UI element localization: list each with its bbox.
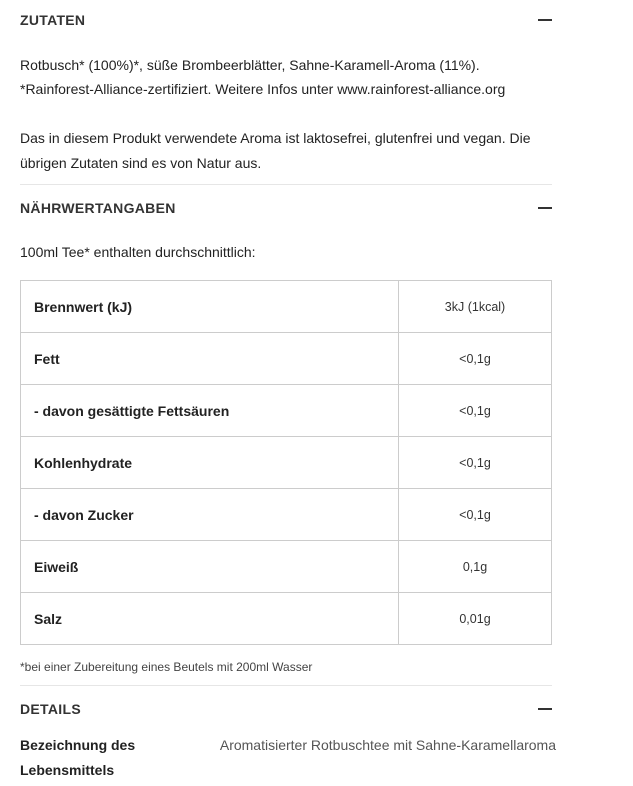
nutrient-value: 3kJ (1kcal)	[399, 281, 552, 333]
nutrient-label: Salz	[21, 593, 399, 645]
table-row	[21, 541, 552, 593]
nutrient-label: Kohlenhydrate	[21, 437, 399, 489]
nutrient-label: Brennwert (kJ)	[21, 281, 399, 333]
nutrient-label: - davon Zucker	[21, 489, 399, 541]
ingredients-text-line-1: Rotbusch* (100%)*, süße Brombeerblätter, Sahne-Karamell-Aroma (11%).	[20, 57, 480, 73]
details-row	[20, 733, 556, 783]
ingredients-section	[20, 10, 552, 30]
nutrient-label: Fett	[21, 333, 399, 385]
details-label-line-2: Lebensmittels	[20, 762, 115, 778]
nutrition-header[interactable]	[20, 198, 552, 218]
nutrient-value: <0,1g	[399, 333, 552, 385]
details-header[interactable]	[20, 699, 552, 719]
table-row	[21, 437, 552, 489]
nutrient-value: <0,1g	[399, 437, 552, 489]
table-row	[21, 385, 552, 437]
table-row	[21, 333, 552, 385]
details-title: DETAILS	[20, 701, 81, 717]
section-divider	[20, 184, 552, 185]
nutrient-value: 0,1g	[399, 541, 552, 593]
nutrient-label: Eiweiß	[21, 541, 399, 593]
details-label	[20, 733, 170, 783]
nutrition-intro: 100ml Tee* enthalten durchschnittlich:	[20, 244, 256, 260]
nutrient-value: <0,1g	[399, 385, 552, 437]
table-row	[21, 281, 552, 333]
nutrition-title: NÄHRWERTANGABEN	[20, 200, 176, 216]
minus-icon[interactable]	[538, 19, 552, 21]
minus-icon[interactable]	[538, 207, 552, 209]
ingredients-header[interactable]	[20, 10, 552, 30]
nutrition-section	[20, 198, 552, 218]
ingredients-text-line-2: *Rainforest-Alliance-zertifiziert. Weitere Infos unter www.rainforest-alliance.org	[20, 81, 506, 97]
minus-icon[interactable]	[538, 708, 552, 710]
nutrient-value: <0,1g	[399, 489, 552, 541]
nutrition-table	[20, 280, 552, 645]
nutrient-value: 0,01g	[399, 593, 552, 645]
nutrition-footnote: *bei einer Zubereitung eines Beutels mit 200ml Wasser	[20, 660, 313, 674]
ingredients-text-line-4: übrigen Zutaten sind es von Natur aus.	[20, 155, 262, 171]
ingredients-title: ZUTATEN	[20, 12, 86, 28]
nutrient-label: - davon gesättigte Fettsäuren	[21, 385, 399, 437]
table-row	[21, 593, 552, 645]
details-value: Aromatisierter Rotbuschtee mit Sahne-Karamellaroma	[219, 737, 556, 753]
ingredients-text-line-3: Das in diesem Produkt verwendete Aroma ist laktosefrei, glutenfrei und vegan. Die	[20, 130, 531, 146]
details-label-line-1: Bezeichnung des	[20, 737, 136, 753]
details-section	[20, 699, 552, 719]
table-row	[21, 489, 552, 541]
section-divider	[20, 685, 552, 686]
